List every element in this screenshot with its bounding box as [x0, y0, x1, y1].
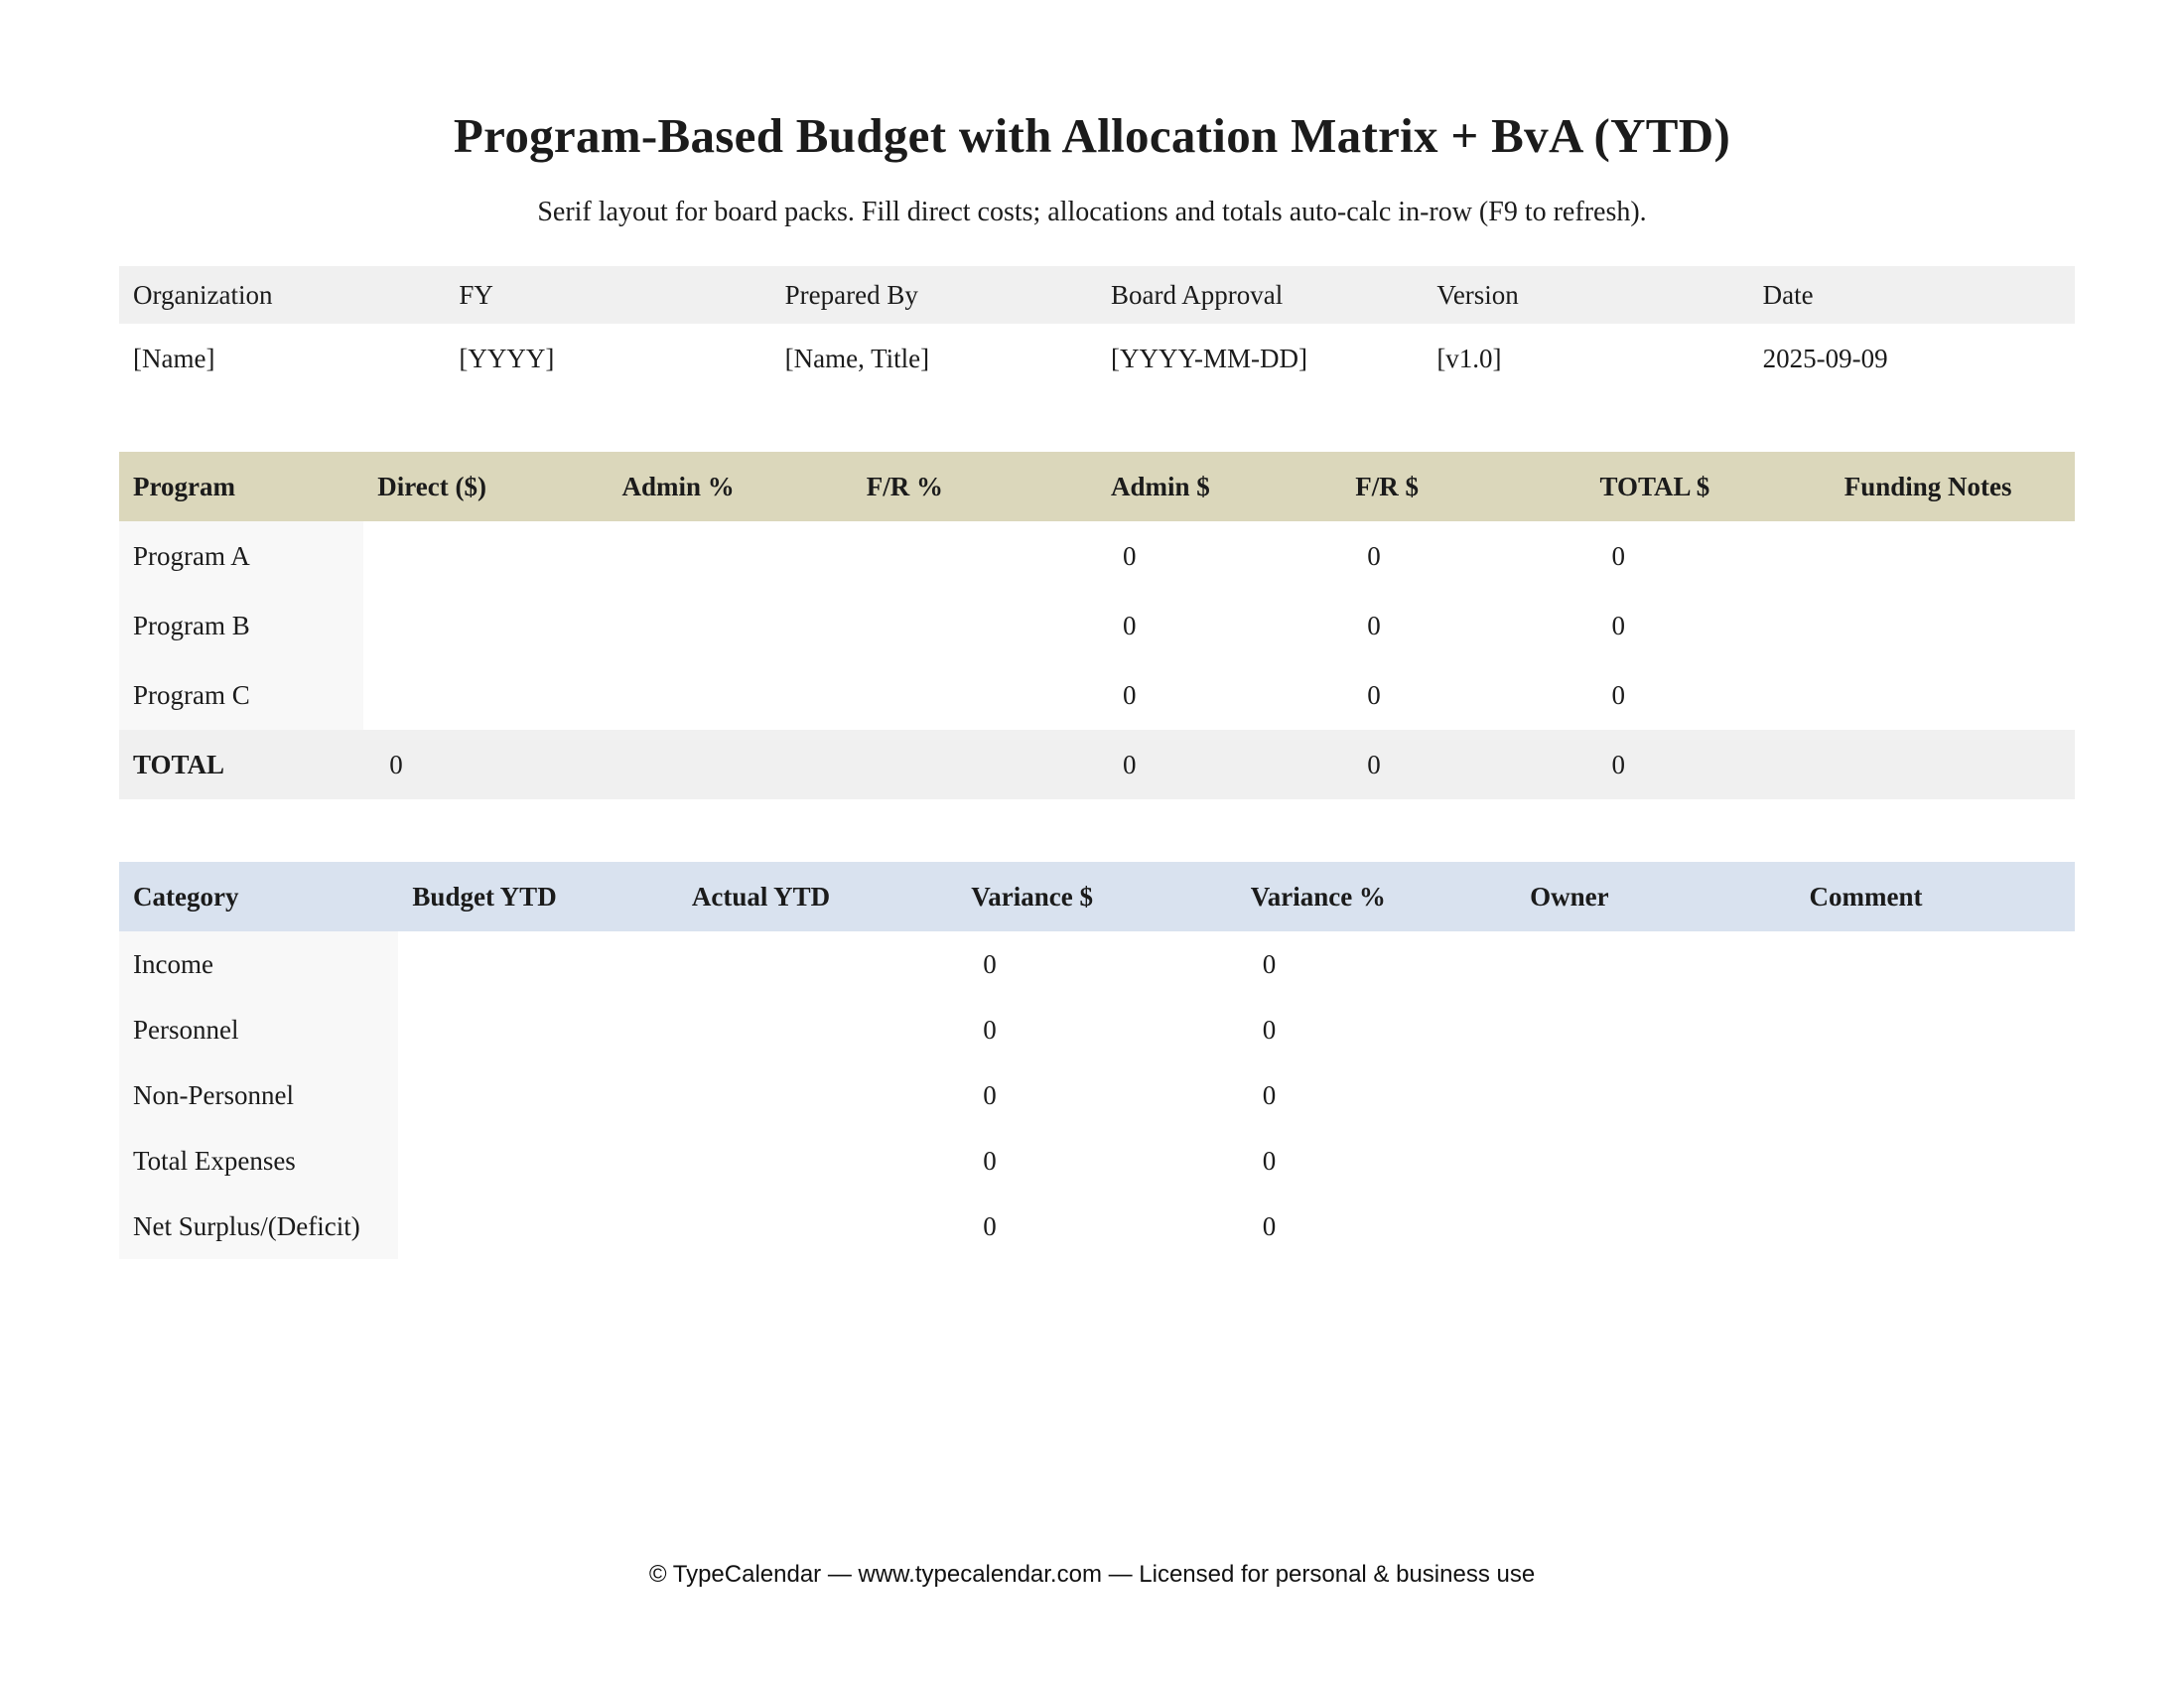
cell-total-fr-amt: 0 — [1341, 730, 1585, 799]
cell-variance-amt: 0 — [957, 997, 1236, 1062]
cell-owner — [1516, 997, 1795, 1062]
cell-actual-ytd — [678, 931, 957, 997]
cell-variance-pct: 0 — [1237, 931, 1516, 997]
bva-header-row — [119, 862, 2075, 931]
cell-fr-pct — [853, 521, 1097, 591]
cell-fr-pct — [853, 591, 1097, 660]
cell-direct — [363, 591, 608, 660]
cell-actual-ytd — [678, 1194, 957, 1259]
cell-budget-ytd — [398, 1062, 677, 1128]
bva-header-budget-ytd: Budget YTD — [398, 862, 677, 931]
bva-header-owner: Owner — [1516, 862, 1795, 931]
allocation-row-program-c — [119, 660, 2075, 730]
bva-header-comment: Comment — [1796, 862, 2075, 931]
alloc-header-fr-pct: F/R % — [853, 452, 1097, 521]
cell-direct — [363, 521, 608, 591]
cell-actual-ytd — [678, 997, 957, 1062]
cell-variance-amt: 0 — [957, 1128, 1236, 1194]
cell-funding-notes — [1831, 660, 2075, 730]
cell-budget-ytd — [398, 997, 677, 1062]
bva-row-personnel — [119, 997, 2075, 1062]
cell-comment — [1796, 1194, 2075, 1259]
info-value-board-approval: [YYYY-MM-DD] — [1097, 324, 1423, 393]
cell-owner — [1516, 1062, 1795, 1128]
cell-comment — [1796, 931, 2075, 997]
cell-admin-pct — [609, 660, 853, 730]
alloc-header-admin-amt: Admin $ — [1097, 452, 1341, 521]
info-value-row — [119, 324, 2075, 393]
bva-row-non-personnel — [119, 1062, 2075, 1128]
cell-owner — [1516, 931, 1795, 997]
row-label-program-b: Program B — [119, 591, 363, 660]
alloc-header-funding-notes: Funding Notes — [1831, 452, 2075, 521]
cell-total-admin-amt: 0 — [1097, 730, 1341, 799]
cell-variance-amt: 0 — [957, 931, 1236, 997]
cell-admin-amt: 0 — [1097, 521, 1341, 591]
cell-budget-ytd — [398, 1194, 677, 1259]
cell-funding-notes — [1831, 591, 2075, 660]
cell-fr-pct — [853, 660, 1097, 730]
cell-variance-pct: 0 — [1237, 1128, 1516, 1194]
info-header-organization: Organization — [119, 266, 445, 324]
page-subtitle: Serif layout for board packs. Fill direct costs; allocations and totals auto-calc in-row (F9 to refresh). — [537, 197, 1647, 227]
allocation-header-row — [119, 452, 2075, 521]
cell-comment — [1796, 1062, 2075, 1128]
footer-license: © TypeCalendar — www.typecalendar.com — Licensed for personal & business use — [648, 1561, 1536, 1588]
cell-total-amt: 0 — [1586, 521, 1831, 591]
cell-admin-amt: 0 — [1097, 591, 1341, 660]
cell-total-total-amt: 0 — [1586, 730, 1831, 799]
bva-header-category: Category — [119, 862, 398, 931]
cell-admin-amt: 0 — [1097, 660, 1341, 730]
info-header-board-approval: Board Approval — [1097, 266, 1423, 324]
cell-total-amt: 0 — [1586, 591, 1831, 660]
info-value-fy: [YYYY] — [445, 324, 770, 393]
row-label-net-surplus-deficit: Net Surplus/(Deficit) — [119, 1194, 398, 1259]
alloc-header-fr-amt: F/R $ — [1341, 452, 1585, 521]
info-header-fy: FY — [445, 266, 770, 324]
info-value-version: [v1.0] — [1423, 324, 1748, 393]
cell-budget-ytd — [398, 931, 677, 997]
info-value-date: 2025-09-09 — [1749, 324, 2075, 393]
bva-row-income — [119, 931, 2075, 997]
cell-budget-ytd — [398, 1128, 677, 1194]
cell-fr-amt: 0 — [1341, 591, 1585, 660]
cell-variance-pct: 0 — [1237, 1194, 1516, 1259]
info-value-organization: [Name] — [119, 324, 445, 393]
cell-comment — [1796, 997, 2075, 1062]
cell-admin-pct — [609, 521, 853, 591]
bva-header-actual-ytd: Actual YTD — [678, 862, 957, 931]
cell-variance-pct: 0 — [1237, 997, 1516, 1062]
row-label-personnel: Personnel — [119, 997, 398, 1062]
info-header-date: Date — [1749, 266, 2075, 324]
info-header-version: Version — [1423, 266, 1748, 324]
cell-actual-ytd — [678, 1128, 957, 1194]
cell-owner — [1516, 1194, 1795, 1259]
cell-comment — [1796, 1128, 2075, 1194]
allocation-row-program-b — [119, 591, 2075, 660]
cell-variance-amt: 0 — [957, 1194, 1236, 1259]
row-label-income: Income — [119, 931, 398, 997]
info-header-row — [119, 266, 2075, 324]
row-label-total-expenses: Total Expenses — [119, 1128, 398, 1194]
cell-owner — [1516, 1128, 1795, 1194]
alloc-header-total-amt: TOTAL $ — [1586, 452, 1831, 521]
bva-header-variance-amt: Variance $ — [957, 862, 1236, 931]
cell-variance-pct: 0 — [1237, 1062, 1516, 1128]
cell-total-direct: 0 — [363, 730, 608, 799]
bva-table — [119, 862, 2075, 1259]
alloc-header-direct: Direct ($) — [363, 452, 608, 521]
info-value-prepared-by: [Name, Title] — [771, 324, 1097, 393]
page-title: Program-Based Budget with Allocation Matrix + BvA (YTD) — [453, 108, 1731, 163]
bva-header-variance-pct: Variance % — [1237, 862, 1516, 931]
allocation-total-row — [119, 730, 2075, 799]
cell-total-amt: 0 — [1586, 660, 1831, 730]
cell-variance-amt: 0 — [957, 1062, 1236, 1128]
bva-row-total-expenses — [119, 1128, 2075, 1194]
cell-funding-notes — [1831, 521, 2075, 591]
allocation-table — [119, 452, 2075, 799]
cell-direct — [363, 660, 608, 730]
row-label-non-personnel: Non-Personnel — [119, 1062, 398, 1128]
cell-admin-pct — [609, 591, 853, 660]
info-table — [119, 266, 2075, 393]
row-label-program-c: Program C — [119, 660, 363, 730]
row-label-total: TOTAL — [119, 730, 363, 799]
allocation-row-program-a — [119, 521, 2075, 591]
cell-actual-ytd — [678, 1062, 957, 1128]
alloc-header-program: Program — [119, 452, 363, 521]
cell-total-funding-notes — [1831, 730, 2075, 799]
bva-row-net-surplus-deficit — [119, 1194, 2075, 1259]
cell-total-fr-pct — [853, 730, 1097, 799]
info-header-prepared-by: Prepared By — [771, 266, 1097, 324]
cell-fr-amt: 0 — [1341, 521, 1585, 591]
cell-total-admin-pct — [609, 730, 853, 799]
cell-fr-amt: 0 — [1341, 660, 1585, 730]
row-label-program-a: Program A — [119, 521, 363, 591]
alloc-header-admin-pct: Admin % — [609, 452, 853, 521]
